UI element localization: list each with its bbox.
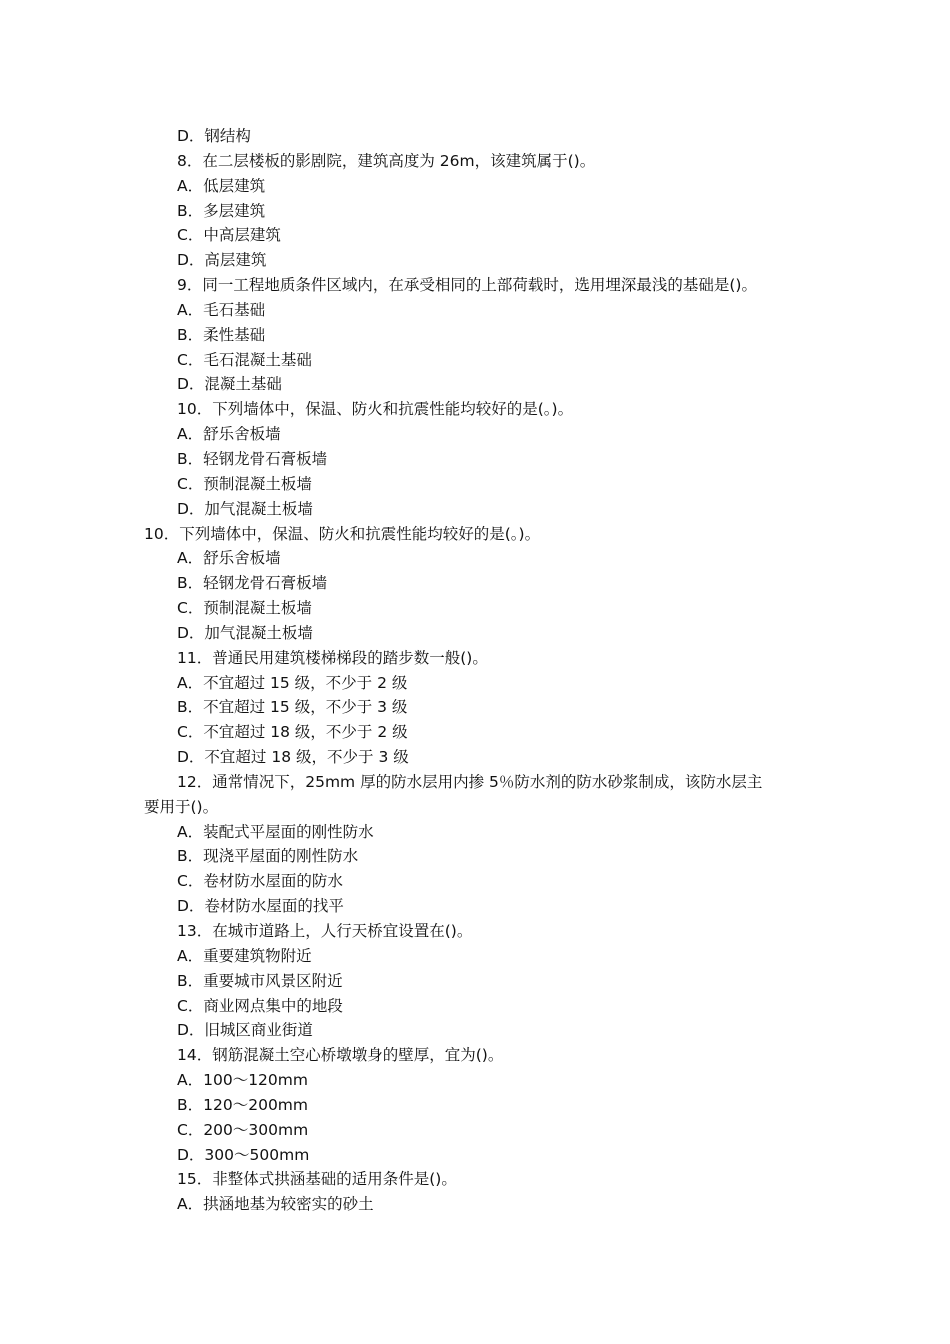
text-line: A．装配式平屋面的刚性防水	[177, 822, 374, 841]
text-line: B．柔性基础	[177, 325, 266, 344]
text-line: 13．在城市道路上，人行天桥宜设置在()。	[177, 922, 473, 940]
text-line: 要用于()。	[144, 797, 219, 816]
text-line: D．钢结构	[177, 127, 251, 145]
text-line: 14．钢筋混凝土空心桥墩墩身的壁厚，宜为()。	[177, 1046, 504, 1065]
text-line: A．舒乐舍板墙	[177, 425, 281, 444]
text-line: B．多层建筑	[177, 201, 266, 220]
text-line: C．商业网点集中的地段	[177, 996, 343, 1015]
text-line: 10．下列墙体中，保温、防火和抗震性能均较好的是(。)。	[177, 400, 574, 419]
text-line: 12．通常情况下，25mm 厚的防水层用内掺 5％防水剂的防水砂浆制成，该防水层主	[177, 772, 763, 791]
text-line: B．轻钢龙骨石膏板墙	[177, 449, 328, 468]
text-line: A．不宜超过 15 级，不少于 2 级	[177, 673, 408, 692]
text-line: B．轻钢龙骨石膏板墙	[177, 574, 328, 593]
text-line: A．重要建筑物附近	[177, 946, 312, 965]
text-line: A．毛石基础	[177, 300, 266, 319]
text-line: D．加气混凝土板墙	[177, 499, 313, 518]
text-line: C．卷材防水屋面的防水	[177, 872, 343, 891]
text-line: B．现浇平屋面的刚性防水	[177, 847, 359, 866]
text-line: C．预制混凝土板墙	[177, 599, 312, 618]
text-line: D．300～500mm	[177, 1145, 310, 1164]
text-line: B．重要城市风景区附近	[177, 971, 343, 990]
text-line: D．不宜超过 18 级，不少于 3 级	[177, 748, 409, 767]
text-line: C．200～300mm	[177, 1120, 309, 1139]
text-line: B．120～200mm	[177, 1095, 309, 1114]
text-line: A．100～120mm	[177, 1071, 308, 1090]
document-page	[0, 124, 950, 1217]
text-line: A．低层建筑	[177, 176, 266, 195]
text-line: C．不宜超过 18 级，不少于 2 级	[177, 723, 408, 742]
text-line: C．中高层建筑	[177, 226, 281, 245]
text-line: 11．普通民用建筑楼梯梯段的踏步数一般()。	[177, 648, 488, 667]
text-line: D．高层建筑	[177, 251, 267, 270]
text-line: D．卷材防水屋面的找平	[177, 897, 344, 916]
text-line: 9．同一工程地质条件区域内，在承受相同的上部荷载时，选用埋深最浅的基础是()。	[177, 276, 757, 295]
text-line: B．不宜超过 15 级，不少于 3 级	[177, 698, 408, 717]
text-line: 15．非整体式拱涵基础的适用条件是()。	[177, 1170, 457, 1189]
text-line: A．拱涵地基为较密实的砂土	[177, 1195, 374, 1214]
text-line: D．加气混凝土板墙	[177, 623, 313, 642]
text-line: 10．下列墙体中，保温、防火和抗震性能均较好的是(。)。	[144, 524, 541, 543]
text-line: A．舒乐舍板墙	[177, 549, 281, 568]
text-line: C．预制混凝土板墙	[177, 474, 312, 493]
text-line: D．混凝土基础	[177, 375, 282, 394]
text-line: 8．在二层楼板的影剧院，建筑高度为 26m，该建筑属于()。	[177, 151, 596, 170]
text-line: C．毛石混凝土基础	[177, 350, 312, 369]
text-line: D．旧城区商业街道	[177, 1021, 313, 1040]
